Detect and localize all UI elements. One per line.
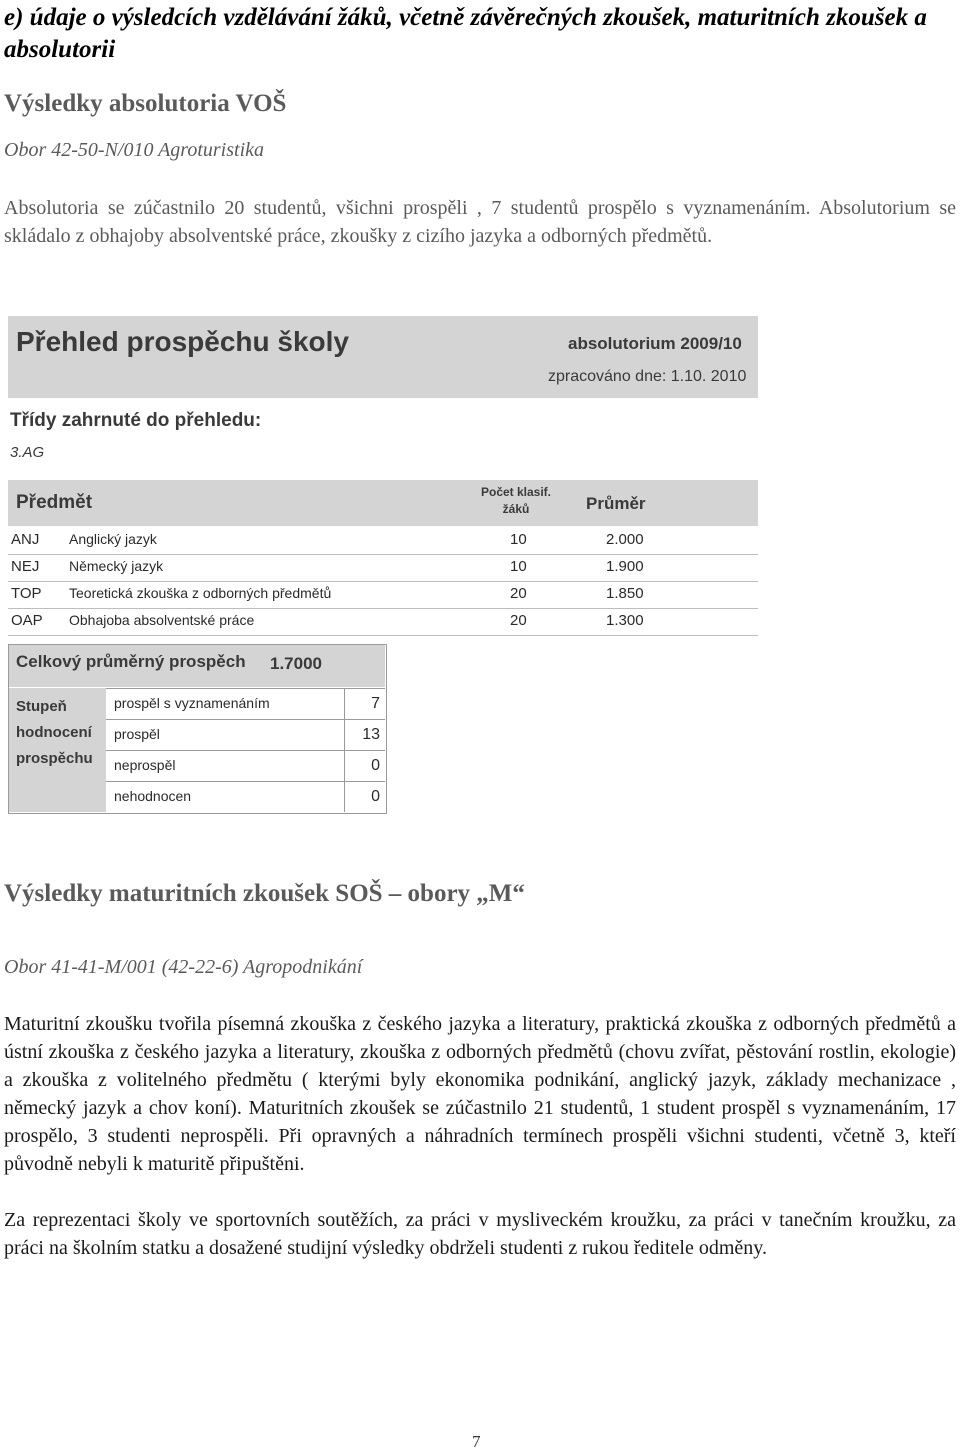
subject-code: TOP (11, 585, 42, 602)
table-row (8, 608, 758, 636)
subject-average: 2.000 (606, 531, 644, 548)
total-label: Celkový průměrný prospěch (16, 652, 246, 671)
table-row (8, 554, 758, 582)
col-count: Počet klasif. žáků (480, 485, 552, 516)
absolutorium-field: Obor 42-50-N/010 Agroturistika (4, 139, 265, 161)
maturita-paragraph-1: Maturitní zkoušku tvořila písemná zkouška z českého jazyka a literatury, praktická zkouška z odborných předmětů a ústní zkouška z českého jazyka a literatury, zkouška z odborných předmětů (chovu zvířat, pěstování rostlin, ekologie) a zkouška z volitelného předmětu ( kterými byly ekonomika podnikání, anglický jazyk, základy mechanizace , německý jazyk a chov koní). Maturitních zkoušek se zúčastnilo 21 studentů, 1 student prospěl s vyznamenáním, 17 prospělo, 3 studenti neprospěli. Při opravných a náhradních termínech prospěli všichni studenti, včetně 3, kteří původně nebyli k maturitě připuštěni. (4, 1013, 956, 1175)
report-processed: zpracováno dne: 1.10. 2010 (548, 368, 747, 385)
subject-name: Německý jazyk (69, 558, 164, 574)
absolutorium-paragraph: Absolutoria se zúčastnilo 20 studentů, všichni prospěli , 7 studentů prospělo s vyznamenáním. Absolutorium se skládalo z obhajoby absolventské práce, zkoušky z cizího jazyka a odborných předmětů. (4, 197, 956, 247)
grade-row-label: nehodnocen (114, 788, 192, 804)
subject-code: OAP (11, 612, 43, 629)
subject-average: 1.900 (606, 558, 644, 575)
subject-average: 1.300 (606, 612, 644, 629)
section-title: e) údaje o výsledcích vzdělávání žáků, včetně závěrečných zkoušek, maturitních zkoušek a absolutorii (4, 4, 927, 63)
absolutorium-heading: Výsledky absolutoria VOŠ (4, 90, 287, 117)
col-average: Průměr (586, 494, 646, 513)
subject-count: 20 (510, 612, 527, 629)
subject-code: ANJ (11, 531, 40, 548)
subject-count: 10 (510, 558, 527, 575)
subject-code: NEJ (11, 558, 40, 575)
grade-row-label: prospěl (114, 726, 160, 742)
classes-label: Třídy zahrnuté do přehledu: (10, 410, 262, 431)
grade-row-value: 0 (344, 751, 384, 781)
grade-row (106, 688, 385, 719)
grade-row-value: 0 (344, 782, 384, 812)
grade-row (106, 719, 385, 750)
grade-row-label: prospěl s vyznamenáním (114, 695, 270, 711)
table-row (8, 527, 758, 555)
subject-name: Teoretická zkouška z odborných předmětů (69, 585, 332, 601)
maturita-field: Obor 41-41-M/001 (42-22-6) Agropodnikání (4, 956, 363, 978)
grade-row-label: neprospěl (114, 757, 176, 773)
classes-value: 3.AG (10, 444, 45, 461)
table-row (8, 581, 758, 609)
grade-row-value: 7 (344, 689, 384, 719)
grade-row (106, 781, 385, 812)
grade-row-value: 13 (344, 720, 384, 750)
total-value: 1.7000 (270, 654, 322, 673)
col-subject: Předmět (16, 492, 93, 513)
grade-row (106, 750, 385, 781)
subject-name: Anglický jazyk (69, 531, 157, 547)
subject-average: 1.850 (606, 585, 644, 602)
report-title: Přehled prospěchu školy (16, 326, 349, 357)
subject-name: Obhajoba absolventské práce (69, 612, 255, 628)
maturita-heading: Výsledky maturitních zkoušek SOŠ – obory „M“ (4, 880, 525, 907)
subject-count: 10 (510, 531, 527, 548)
page-number: 7 (472, 1432, 481, 1451)
subject-count: 20 (510, 585, 527, 602)
grade-label: Stupeň hodnocení prospěchu (16, 698, 93, 767)
maturita-paragraph-2: Za reprezentaci školy ve sportovních soutěžích, za práci v mysliveckém kroužku, za práci v tanečním kroužku, za práci na školním statku a dosažené studijní výsledky obdrželi studenti z rukou ředitele odměny. (4, 1209, 956, 1259)
report-type: absolutorium 2009/10 (568, 334, 742, 353)
